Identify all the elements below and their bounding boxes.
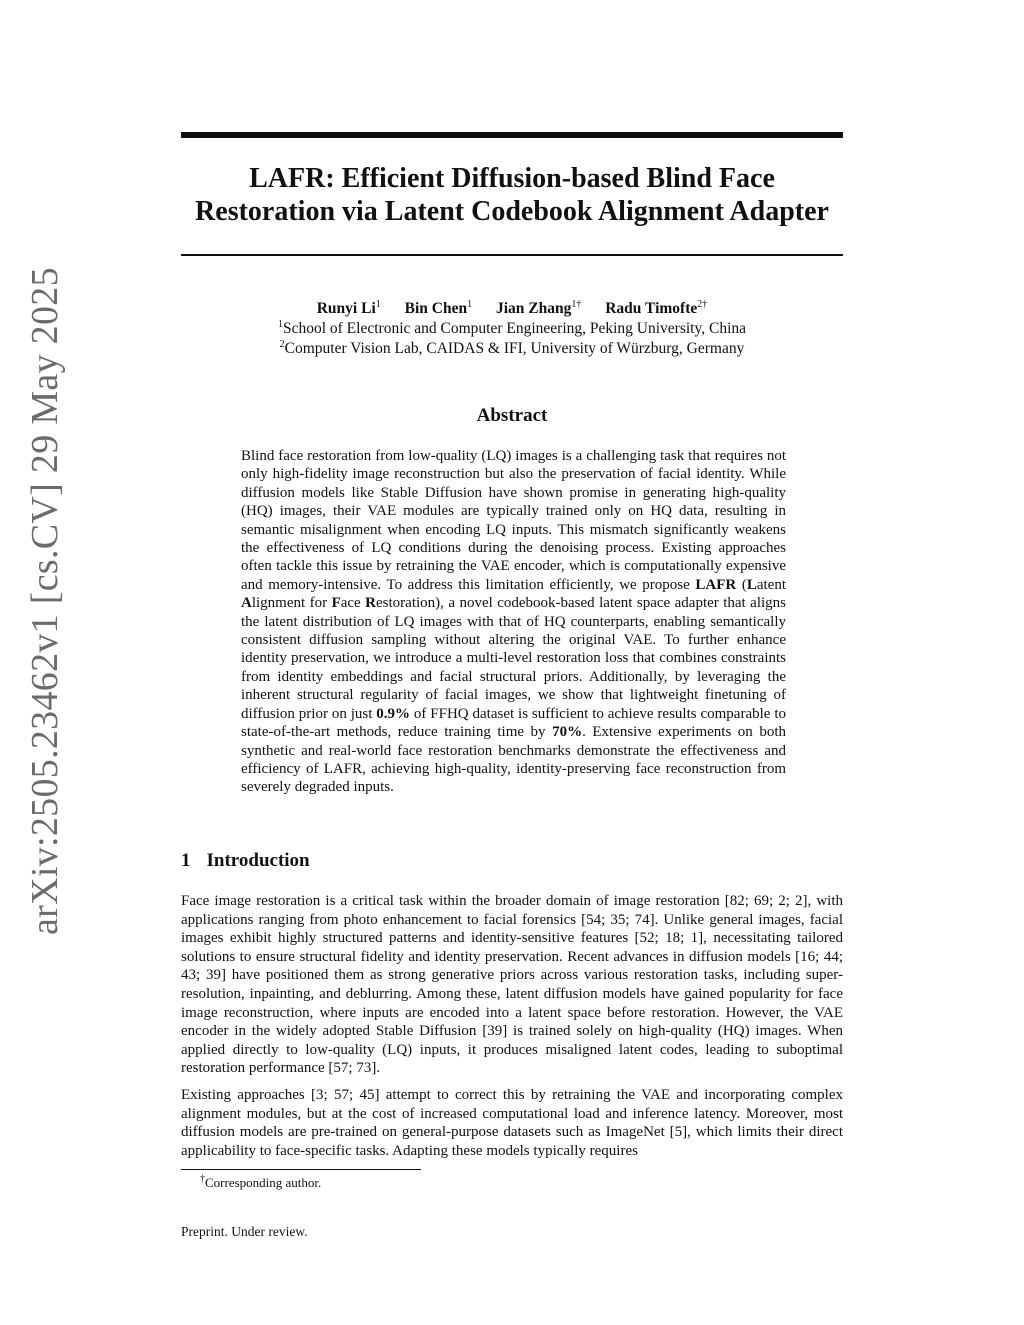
preprint-notice: Preprint. Under review. bbox=[181, 1224, 308, 1239]
title-bottom-rule bbox=[181, 254, 843, 256]
footnote: †Corresponding author. bbox=[200, 1173, 322, 1190]
title-line-2: Restoration via Latent Codebook Alignment Adapter bbox=[195, 196, 829, 227]
footnote-rule bbox=[181, 1169, 421, 1170]
author: Bin Chen$^1$ bbox=[404, 298, 473, 317]
affiliation: $^1$School of Electronic and Computer Engineering, Peking University, China bbox=[277, 318, 747, 337]
body-text bbox=[181, 892, 843, 1168]
section-title: Introduction bbox=[206, 850, 310, 871]
title-line-1: LAFR: Efficient Diffusion-based Blind Face bbox=[249, 163, 775, 194]
author: Radu Timofte$^{2\dagger}$ bbox=[605, 298, 708, 317]
author-list bbox=[181, 299, 843, 319]
section-number: 1 bbox=[181, 850, 191, 871]
abstract-body: Blind face restoration from low-quality (LQ) images is a challenging task that requires not only high-fidelity image reconstruction but also the preservation of facial identity. While diffusion models like Stable Diffusion have shown promise in generating high-quality (HQ) images, their VAE modules are typically trained only on HQ data, resulting in semantic misalignment when encoding LQ inputs. This mismatch significantly weakens the effectiveness of LQ conditions during the denoising process. Existing approaches often tackle this issue by retraining the VAE encoder, which is computationally expensive and memory-intensive. To address this limitation efficiently, we propose LAFR (Latent Alignment for Face Restoration), a novel codebook-based latent space adapter that aligns the latent distribution of LQ images with that of HQ counterparts, enabling semantically consistent diffusion sampling without altering the original VAE. To further enhance identity preservation, we introduce a multi-level restoration loss that combines constraints from identity embeddings and facial structural priors. Additionally, by leveraging the inherent structural regularity of facial images, we show that lightweight finetuning of diffusion prior on just 0.9% of FFHQ dataset is sufficient to achieve results comparable to state-of-the-art methods, reduce training time by 70%. Extensive experiments on both synthetic and real-world face restoration benchmarks demonstrate the effectiveness and efficiency of LAFR, achieving high-quality, identity-preserving face reconstruction from severely degraded inputs. bbox=[241, 448, 786, 796]
section-heading bbox=[181, 850, 310, 872]
paragraph: Existing approaches [3; 57; 45] attempt to correct this by retraining the VAE and incorporating complex alignment modules, but at the cost of increased computational load and inference latency. Moreover, most diffusion models are pre-trained on general-purpose datasets such as ImageNet [5], which limits their direct applicability to face-specific tasks. Adapting these models typically requires bbox=[181, 1086, 843, 1159]
arxiv-stamp: arXiv:2505.23462v1 [cs.CV] 29 May 2025 bbox=[24, 267, 66, 935]
title-top-rule bbox=[181, 132, 843, 138]
author-block bbox=[181, 299, 843, 359]
paragraph: Face image restoration is a critical task within the broader domain of image restoration [82; 69; 2; 2], with applications ranging from photo enhancement to facial forensics [54; 35; 74]. Unlike general images, facial images exhibit highly structured patterns and identity-sensitive features [52; 18; 1], necessitating tailored solutions to ensure structural fidelity and identity preservation. Recent advances in diffusion models [16; 44; 43; 39] have positioned them as strong generative priors across various restoration tasks, including super-resolution, inpainting, and deblurring. Among these, latent diffusion models have gained popularity for face image reconstruction, where inputs are encoded into a latent space before restoration. However, the VAE encoder in the widely adopted Stable Diffusion [39] is trained solely on high-quality (HQ) images. When applied directly to low-quality (LQ) inputs, it produces misaligned latent codes, leading to suboptimal restoration performance [57; 73]. bbox=[181, 893, 843, 1077]
author: Runyi Li$^1$ bbox=[316, 298, 381, 317]
abstract-heading: Abstract bbox=[476, 405, 548, 426]
paper-title bbox=[181, 162, 843, 228]
author: Jian Zhang$^{1\dagger}$ bbox=[495, 298, 582, 317]
affiliation: $^2$Computer Vision Lab, CAIDAS & IFI, University of Würzburg, Germany bbox=[279, 338, 745, 357]
